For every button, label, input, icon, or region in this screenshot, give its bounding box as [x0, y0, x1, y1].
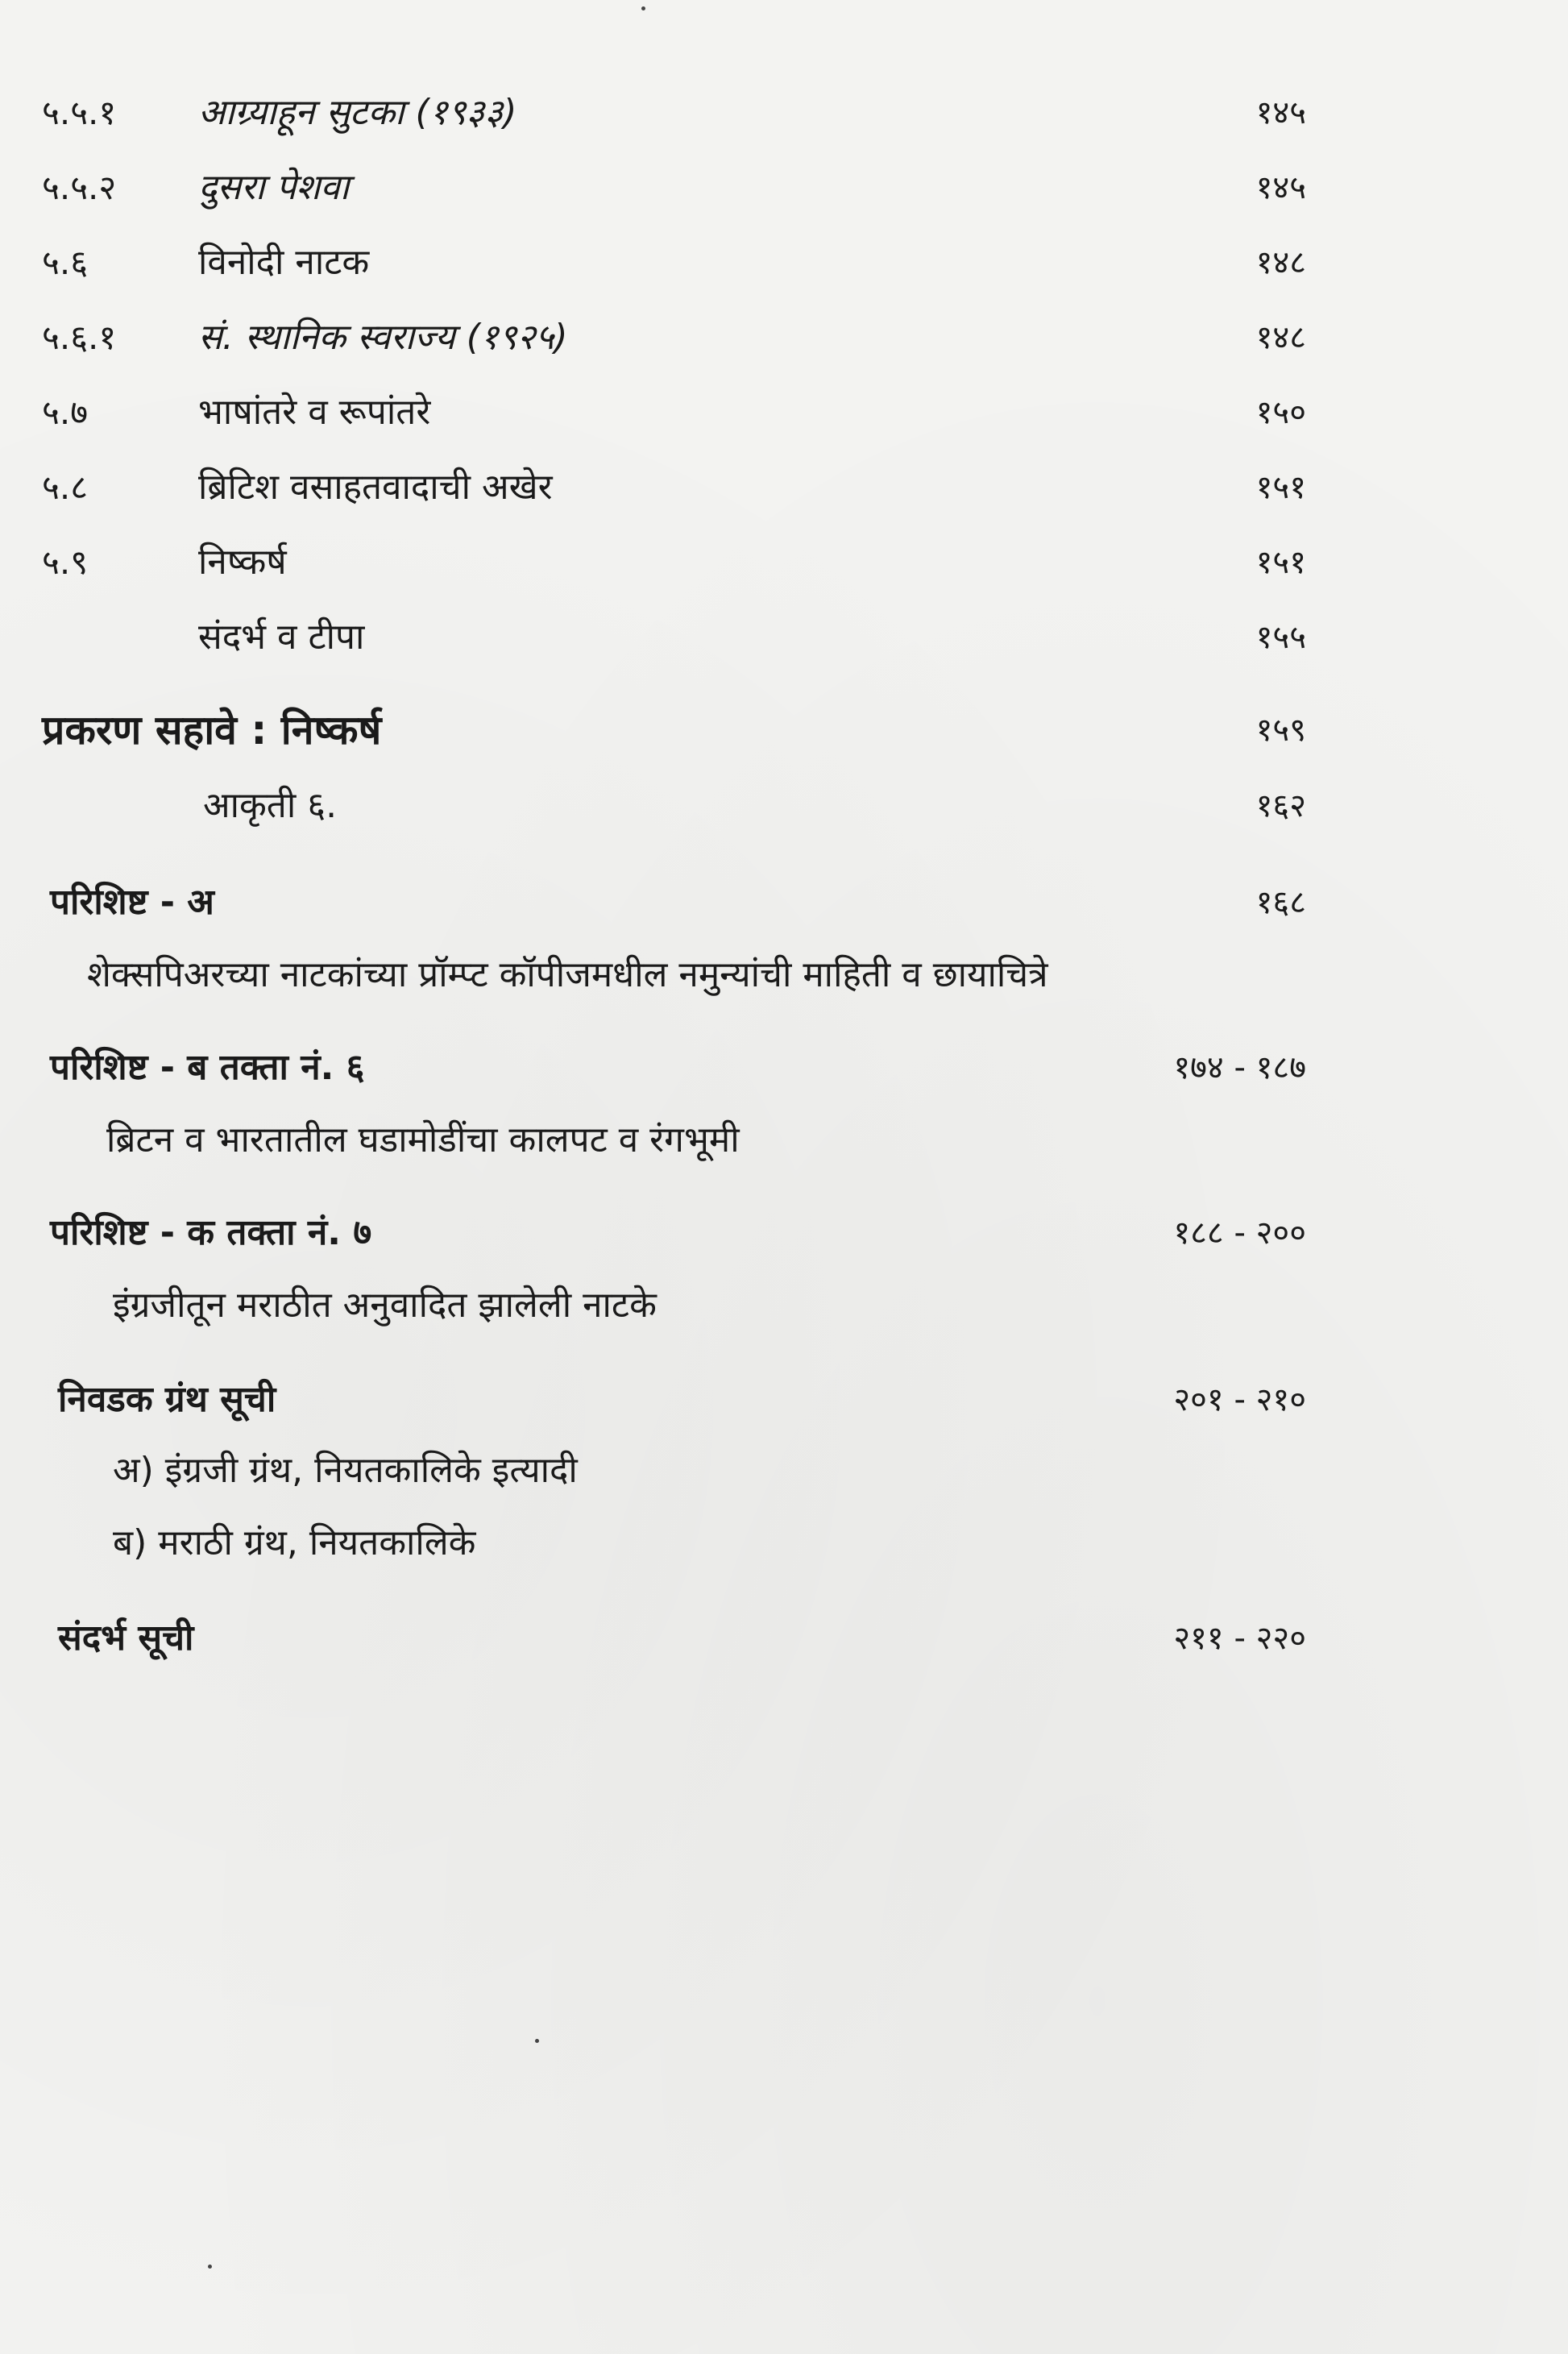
appendix-b-description: ब्रिटन व भारतातील घडामोडींचा कालपट व रंगभूमी [106, 1119, 740, 1160]
bibliography-page: २०१ - २१० [1173, 1381, 1306, 1418]
appendix-c-description: इंग्रजीतून मराठीत अनुवादित झालेली नाटके [113, 1285, 657, 1326]
entry-number: ५.५.२ [42, 168, 117, 207]
entry-page: १५१ [1255, 469, 1306, 506]
figure-title: आकृती ६. [203, 785, 338, 826]
appendix-heading [0, 870, 1568, 935]
appendix-c-title: परिशिष्ट - क तक्ता नं. ७ [50, 1212, 372, 1253]
entry-title: दुसरा पेशवा [198, 167, 350, 208]
appendix-c-page: १८८ - २०० [1173, 1214, 1306, 1252]
entry-number: ५.९ [42, 542, 89, 582]
appendix-description [0, 943, 1568, 1007]
scan-speck [641, 6, 645, 10]
entry-number: ५.६.१ [42, 318, 117, 357]
entry-number: ५.५.१ [42, 93, 117, 132]
toc-entry [0, 530, 1568, 595]
bibliography-heading [0, 1368, 1568, 1432]
entry-page: १५५ [1255, 619, 1306, 656]
bibliography-item-marathi: ब) मराठी ग्रंथ, नियतकालिके [113, 1522, 476, 1563]
entry-page: १५१ [1255, 544, 1306, 581]
entry-title: संदर्भ व टीपा [198, 617, 365, 658]
entry-page: १५० [1255, 394, 1306, 431]
toc-entry [0, 774, 1568, 838]
toc-entry [0, 81, 1568, 145]
appendix-a-page: १६८ [1255, 884, 1306, 921]
toc-entry [0, 605, 1568, 670]
entry-title: भाषांतरे व रूपांतरे [198, 392, 431, 433]
appendix-a-description: शेक्सपिअरच्या नाटकांच्या प्रॉम्प्ट कॉपीजमधील नमुन्यांची माहिती व छायाचित्रे [87, 954, 1048, 995]
entry-number: ५.६ [42, 243, 89, 282]
entry-title: आग्र्याहून सुटका (१९३३) [198, 92, 517, 133]
entry-title: विनोदी नाटक [198, 242, 370, 283]
references-title: संदर्भ सूची [58, 1617, 194, 1659]
toc-entry [0, 230, 1568, 295]
appendix-description [0, 1108, 1568, 1173]
scan-speck [208, 2265, 212, 2269]
toc-entry [0, 380, 1568, 445]
appendix-b-page: १७४ - १८७ [1173, 1049, 1306, 1086]
references-heading [0, 1606, 1568, 1671]
toc-entry [0, 455, 1568, 520]
bibliography-item [0, 1511, 1568, 1576]
chapter-title: प्रकरण सहावे : निष्कर्ष [42, 707, 382, 754]
toc-entry [0, 305, 1568, 370]
entry-page: १४८ [1255, 244, 1306, 281]
scan-speck [535, 2039, 539, 2043]
toc-entry [0, 156, 1568, 220]
appendix-description [0, 1273, 1568, 1338]
entry-number: ५.८ [42, 467, 89, 507]
entry-title: सं. स्थानिक स्वराज्य (१९२५) [198, 317, 568, 358]
bibliography-item [0, 1439, 1568, 1503]
appendix-heading [0, 1201, 1568, 1265]
entry-page: १४५ [1255, 169, 1306, 206]
references-page: २११ - २२० [1173, 1620, 1306, 1657]
entry-page: १४८ [1255, 319, 1306, 356]
figure-page: १६२ [1255, 787, 1306, 824]
entry-title: ब्रिटिश वसाहतवादाची अखेर [198, 467, 553, 508]
bibliography-title: निवडक ग्रंथ सूची [58, 1379, 276, 1420]
entry-title: निष्कर्ष [198, 542, 287, 583]
chapter-page: १५९ [1255, 712, 1306, 749]
entry-page: १४५ [1255, 94, 1306, 131]
appendix-a-title: परिशिष्ट - अ [50, 882, 214, 923]
appendix-b-title: परिशिष्ट - ब तक्ता नं. ६ [50, 1047, 365, 1088]
bibliography-item-english: अ) इंग्रजी ग्रंथ, नियतकालिके इत्यादी [113, 1450, 578, 1491]
appendix-heading [0, 1036, 1568, 1100]
entry-number: ५.७ [42, 392, 89, 432]
chapter-heading [0, 698, 1568, 762]
